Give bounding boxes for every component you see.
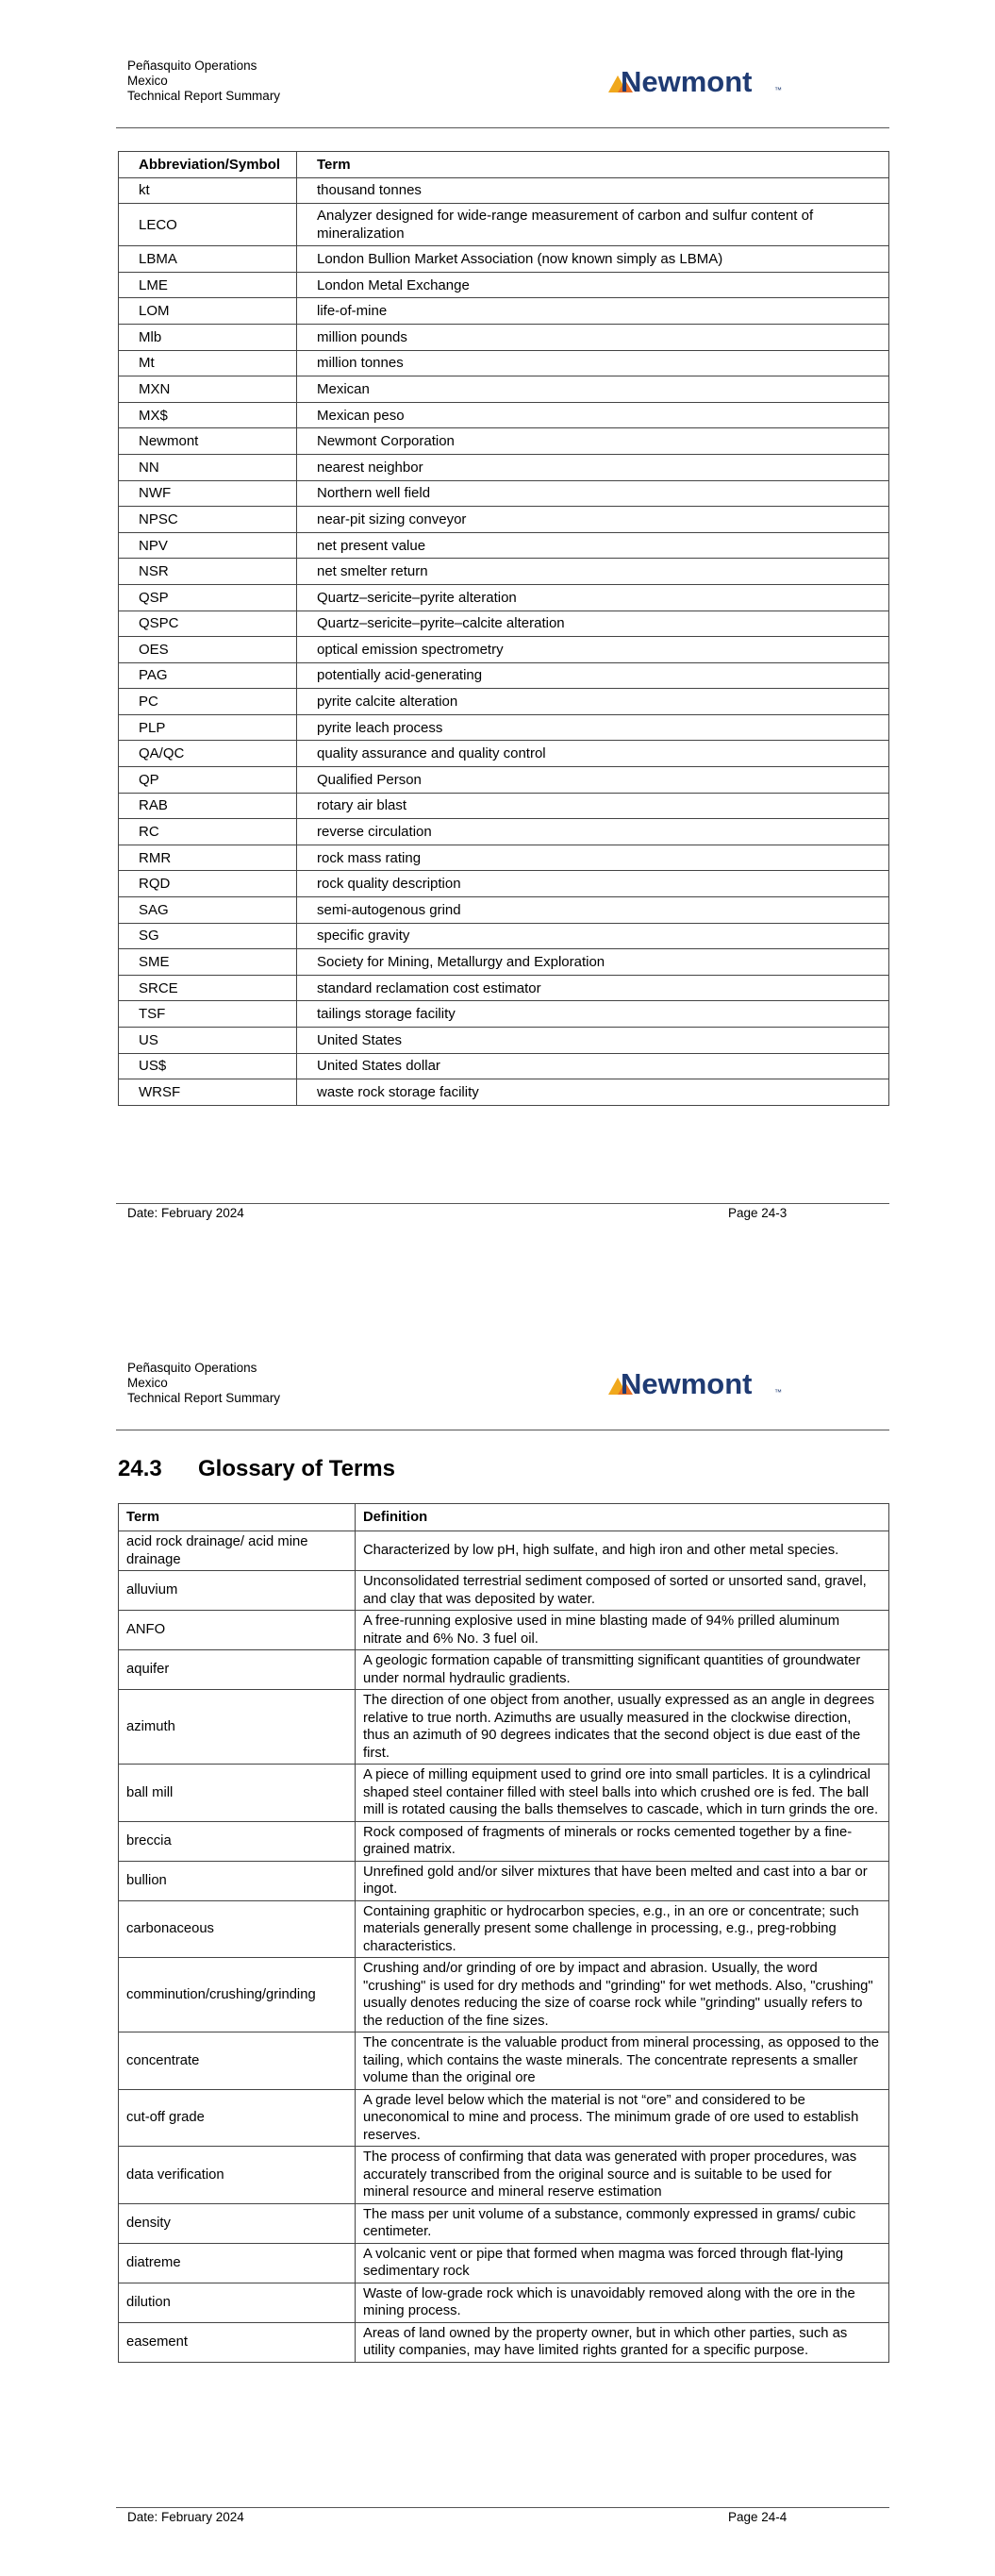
glossary-definition-cell: Unconsolidated terrestrial sediment composed of sorted or unsorted sand, gravel, and clay that was deposited by water.	[356, 1571, 889, 1611]
glossary-definition-cell: Crushing and/or grinding of ore by impact and abrasion. Usually, the word "crushing" is used for dry methods and "grinding" for wet methods. Also, "crushing" usually denotes reducing the size of coarse rock while "grinding" usually refers to the reduction of the fine sizes.	[356, 1958, 889, 2032]
footer-divider	[116, 2507, 889, 2508]
abbreviation-cell: RQD	[119, 871, 297, 897]
term-cell: Society for Mining, Metallurgy and Exploration	[297, 949, 889, 976]
table-row	[119, 428, 889, 455]
glossary-term-cell: density	[119, 2203, 356, 2243]
table-row	[119, 350, 889, 376]
glossary-definition-cell: A free-running explosive used in mine blasting made of 94% prilled aluminum nitrate and 6% No. 3 fuel oil.	[356, 1611, 889, 1650]
table-row	[119, 324, 889, 350]
table-row	[119, 1821, 889, 1861]
term-cell: tailings storage facility	[297, 1001, 889, 1028]
page-header-text	[127, 1361, 280, 1406]
table-row	[119, 611, 889, 637]
table-row	[119, 584, 889, 611]
footer-divider	[116, 1203, 889, 1204]
term-cell: quality assurance and quality control	[297, 741, 889, 767]
term-cell: rock mass rating	[297, 845, 889, 871]
term-cell: United States dollar	[297, 1053, 889, 1079]
term-cell: London Bullion Market Association (now known simply as LBMA)	[297, 246, 889, 273]
term-cell: Analyzer designed for wide-range measurement of carbon and sulfur content of mineralization	[297, 204, 889, 246]
term-cell: Qualified Person	[297, 767, 889, 794]
svg-text:™: ™	[774, 1388, 782, 1397]
abbreviation-cell: LBMA	[119, 246, 297, 273]
table-row	[119, 949, 889, 976]
abbreviation-cell: SRCE	[119, 975, 297, 1001]
table-row	[119, 1028, 889, 1054]
abbreviation-cell: Mt	[119, 350, 297, 376]
table-header-row	[119, 1504, 889, 1531]
table-row	[119, 2322, 889, 2362]
table-row	[119, 1650, 889, 1690]
table-row	[119, 298, 889, 325]
table-row	[119, 532, 889, 559]
table-row	[119, 376, 889, 403]
table-row	[119, 871, 889, 897]
abbreviation-cell: QP	[119, 767, 297, 794]
glossary-term-cell: dilution	[119, 2283, 356, 2322]
table-row	[119, 1571, 889, 1611]
abbreviation-cell: NPSC	[119, 507, 297, 533]
page-header-text	[127, 59, 280, 104]
glossary-term-cell: ball mill	[119, 1765, 356, 1822]
glossary-term-cell: easement	[119, 2322, 356, 2362]
glossary-definition-cell: The process of confirming that data was generated with proper procedures, was accurately transcribed from the original source and is suitable to be used for mineral resource and mineral reserve estimation	[356, 2147, 889, 2204]
table-row	[119, 246, 889, 273]
abbreviation-cell: RC	[119, 819, 297, 845]
table-row	[119, 2283, 889, 2322]
term-cell: rock quality description	[297, 871, 889, 897]
abbreviation-cell: MX$	[119, 402, 297, 428]
table-row	[119, 845, 889, 871]
table-row	[119, 637, 889, 663]
glossary-definition-cell: Containing graphitic or hydrocarbon species, e.g., in an ore or concentrate; such materials generally present some challenge in processing, e.g., preg-robbing characteristics.	[356, 1900, 889, 1958]
table-row	[119, 507, 889, 533]
svg-text:Newmont: Newmont	[621, 1367, 753, 1400]
header-line-report: Technical Report Summary	[127, 89, 281, 103]
glossary-term-cell: azimuth	[119, 1690, 356, 1765]
term-cell: near-pit sizing conveyor	[297, 507, 889, 533]
glossary-definition-cell: A geologic formation capable of transmitting significant quantities of groundwater under normal hydraulic gradients.	[356, 1650, 889, 1690]
table-row	[119, 793, 889, 819]
column-header-definition: Definition	[356, 1504, 889, 1531]
table-row	[119, 559, 889, 585]
newmont-logo	[608, 64, 788, 100]
abbreviation-cell: SME	[119, 949, 297, 976]
glossary-term-cell: ANFO	[119, 1611, 356, 1650]
abbreviation-table	[118, 151, 889, 1106]
table-header-row	[119, 152, 889, 178]
header-line-project: Peñasquito Operations	[127, 59, 257, 73]
footer-date: Date: February 2024	[127, 1206, 244, 1220]
abbreviation-cell: PLP	[119, 714, 297, 741]
table-row	[119, 714, 889, 741]
section-title: Glossary of Terms	[198, 1456, 395, 1481]
glossary-definition-cell: Characterized by low pH, high sulfate, and high iron and other metal species.	[356, 1531, 889, 1571]
table-row	[119, 975, 889, 1001]
term-cell: United States	[297, 1028, 889, 1054]
footer-page-number: Page 24-3	[728, 1206, 788, 1220]
term-cell: Quartz–sericite–pyrite alteration	[297, 584, 889, 611]
glossary-term-cell: acid rock drainage/ acid mine drainage	[119, 1531, 356, 1571]
abbreviation-cell: US$	[119, 1053, 297, 1079]
table-row	[119, 1001, 889, 1028]
abbreviation-cell: NPV	[119, 532, 297, 559]
term-cell: pyrite leach process	[297, 714, 889, 741]
abbreviation-cell: WRSF	[119, 1079, 297, 1106]
table-row	[119, 1079, 889, 1106]
term-cell: waste rock storage facility	[297, 1079, 889, 1106]
header-line-country: Mexico	[127, 74, 168, 88]
term-cell: Mexican peso	[297, 402, 889, 428]
term-cell: specific gravity	[297, 923, 889, 949]
term-cell: Northern well field	[297, 480, 889, 507]
glossary-term-cell: cut-off grade	[119, 2089, 356, 2147]
table-row	[119, 2243, 889, 2283]
glossary-table	[118, 1503, 889, 2363]
glossary-term-cell: alluvium	[119, 1571, 356, 1611]
glossary-term-cell: comminution/crushing/grinding	[119, 1958, 356, 2032]
abbreviation-cell: SG	[119, 923, 297, 949]
abbreviation-cell: SAG	[119, 897, 297, 924]
term-cell: life-of-mine	[297, 298, 889, 325]
column-header-term: Term	[119, 1504, 356, 1531]
abbreviation-cell: Mlb	[119, 324, 297, 350]
table-row	[119, 689, 889, 715]
term-cell: nearest neighbor	[297, 454, 889, 480]
table-row	[119, 272, 889, 298]
abbreviation-cell: NSR	[119, 559, 297, 585]
table-row	[119, 204, 889, 246]
term-cell: Newmont Corporation	[297, 428, 889, 455]
table-row	[119, 767, 889, 794]
glossary-term-cell: bullion	[119, 1861, 356, 1900]
abbreviation-cell: QSP	[119, 584, 297, 611]
table-row	[119, 1765, 889, 1822]
term-cell: net smelter return	[297, 559, 889, 585]
table-row	[119, 2032, 889, 2090]
glossary-definition-cell: The mass per unit volume of a substance, commonly expressed in grams/ cubic centimeter.	[356, 2203, 889, 2243]
table-row	[119, 1531, 889, 1571]
abbreviation-cell: US	[119, 1028, 297, 1054]
abbreviation-cell: QA/QC	[119, 741, 297, 767]
abbreviation-cell: LOM	[119, 298, 297, 325]
svg-text:™: ™	[774, 86, 782, 94]
header-divider	[116, 127, 889, 128]
column-header-abbreviation: Abbreviation/Symbol	[119, 152, 297, 178]
table-row	[119, 402, 889, 428]
term-cell: net present value	[297, 532, 889, 559]
table-row	[119, 741, 889, 767]
glossary-definition-cell: Areas of land owned by the property owner, but in which other parties, such as utility companies, may have limited rights granted for a specific purpose.	[356, 2322, 889, 2362]
header-line-country: Mexico	[127, 1376, 168, 1390]
table-row	[119, 1690, 889, 1765]
glossary-definition-cell: Unrefined gold and/or silver mixtures that have been melted and cast into a bar or ingot.	[356, 1861, 889, 1900]
glossary-definition-cell: A volcanic vent or pipe that formed when magma was forced through flat-lying sedimentary rock	[356, 2243, 889, 2283]
glossary-term-cell: data verification	[119, 2147, 356, 2204]
abbreviation-cell: PAG	[119, 662, 297, 689]
term-cell: semi-autogenous grind	[297, 897, 889, 924]
term-cell: rotary air blast	[297, 793, 889, 819]
abbreviation-cell: TSF	[119, 1001, 297, 1028]
header-line-project: Peñasquito Operations	[127, 1361, 257, 1375]
term-cell: pyrite calcite alteration	[297, 689, 889, 715]
glossary-term-cell: diatreme	[119, 2243, 356, 2283]
table-row	[119, 1900, 889, 1958]
glossary-term-cell: aquifer	[119, 1650, 356, 1690]
glossary-definition-cell: A piece of milling equipment used to grind ore into small particles. It is a cylindrical shaped steel container filled with steel balls into which crushed ore is fed. The ball mill is rotated causing the balls themselves to cascade, which in turn grinds the ore.	[356, 1765, 889, 1822]
table-row	[119, 2089, 889, 2147]
table-row	[119, 819, 889, 845]
abbreviation-cell: LME	[119, 272, 297, 298]
term-cell: optical emission spectrometry	[297, 637, 889, 663]
glossary-term-cell: carbonaceous	[119, 1900, 356, 1958]
glossary-definition-cell: A grade level below which the material is not “ore” and considered to be uneconomical to mine and process. The minimum grade of ore used to establish reserves.	[356, 2089, 889, 2147]
glossary-term-cell: concentrate	[119, 2032, 356, 2090]
abbreviation-cell: RMR	[119, 845, 297, 871]
glossary-definition-cell: Rock composed of fragments of minerals or rocks cemented together by a fine-grained matrix.	[356, 1821, 889, 1861]
newmont-logo	[608, 1366, 788, 1402]
abbreviation-cell: OES	[119, 637, 297, 663]
abbreviation-cell: RAB	[119, 793, 297, 819]
abbreviation-cell: PC	[119, 689, 297, 715]
section-heading	[118, 1456, 395, 1482]
abbreviation-cell: kt	[119, 177, 297, 204]
abbreviation-cell: MXN	[119, 376, 297, 403]
table-row	[119, 480, 889, 507]
abbreviation-cell: LECO	[119, 204, 297, 246]
term-cell: standard reclamation cost estimator	[297, 975, 889, 1001]
footer-date: Date: February 2024	[127, 2510, 244, 2524]
term-cell: reverse circulation	[297, 819, 889, 845]
table-row	[119, 1958, 889, 2032]
table-row	[119, 1611, 889, 1650]
table-row	[119, 177, 889, 204]
abbreviation-cell: Newmont	[119, 428, 297, 455]
term-cell: Mexican	[297, 376, 889, 403]
abbreviation-cell: NWF	[119, 480, 297, 507]
abbreviation-cell: QSPC	[119, 611, 297, 637]
term-cell: Quartz–sericite–pyrite–calcite alteration	[297, 611, 889, 637]
glossary-definition-cell: The concentrate is the valuable product from mineral processing, as opposed to the tailing, which contains the waste minerals. The concentrate represents a smaller volume than the original ore	[356, 2032, 889, 2090]
table-row	[119, 1861, 889, 1900]
term-cell: million pounds	[297, 324, 889, 350]
glossary-definition-cell: The direction of one object from another, usually expressed as an angle in degrees relative to true north. Azimuths are usually measured in the clockwise direction, thus an azimuth of 90 degrees indicates that the second object is due east of the first.	[356, 1690, 889, 1765]
term-cell: thousand tonnes	[297, 177, 889, 204]
abbreviation-cell: NN	[119, 454, 297, 480]
table-row	[119, 2203, 889, 2243]
term-cell: London Metal Exchange	[297, 272, 889, 298]
footer-page-number: Page 24-4	[728, 2510, 788, 2524]
document-page-2	[0, 1283, 995, 2576]
svg-text:Newmont: Newmont	[621, 65, 753, 98]
table-row	[119, 897, 889, 924]
term-cell: million tonnes	[297, 350, 889, 376]
table-row	[119, 1053, 889, 1079]
term-cell: potentially acid-generating	[297, 662, 889, 689]
glossary-definition-cell: Waste of low-grade rock which is unavoidably removed along with the ore in the mining process.	[356, 2283, 889, 2322]
column-header-term: Term	[297, 152, 889, 178]
document-page-1	[0, 0, 995, 1283]
table-row	[119, 2147, 889, 2204]
table-row	[119, 923, 889, 949]
section-number: 24.3	[118, 1456, 162, 1481]
header-line-report: Technical Report Summary	[127, 1391, 281, 1405]
table-row	[119, 662, 889, 689]
glossary-term-cell: breccia	[119, 1821, 356, 1861]
table-row	[119, 454, 889, 480]
